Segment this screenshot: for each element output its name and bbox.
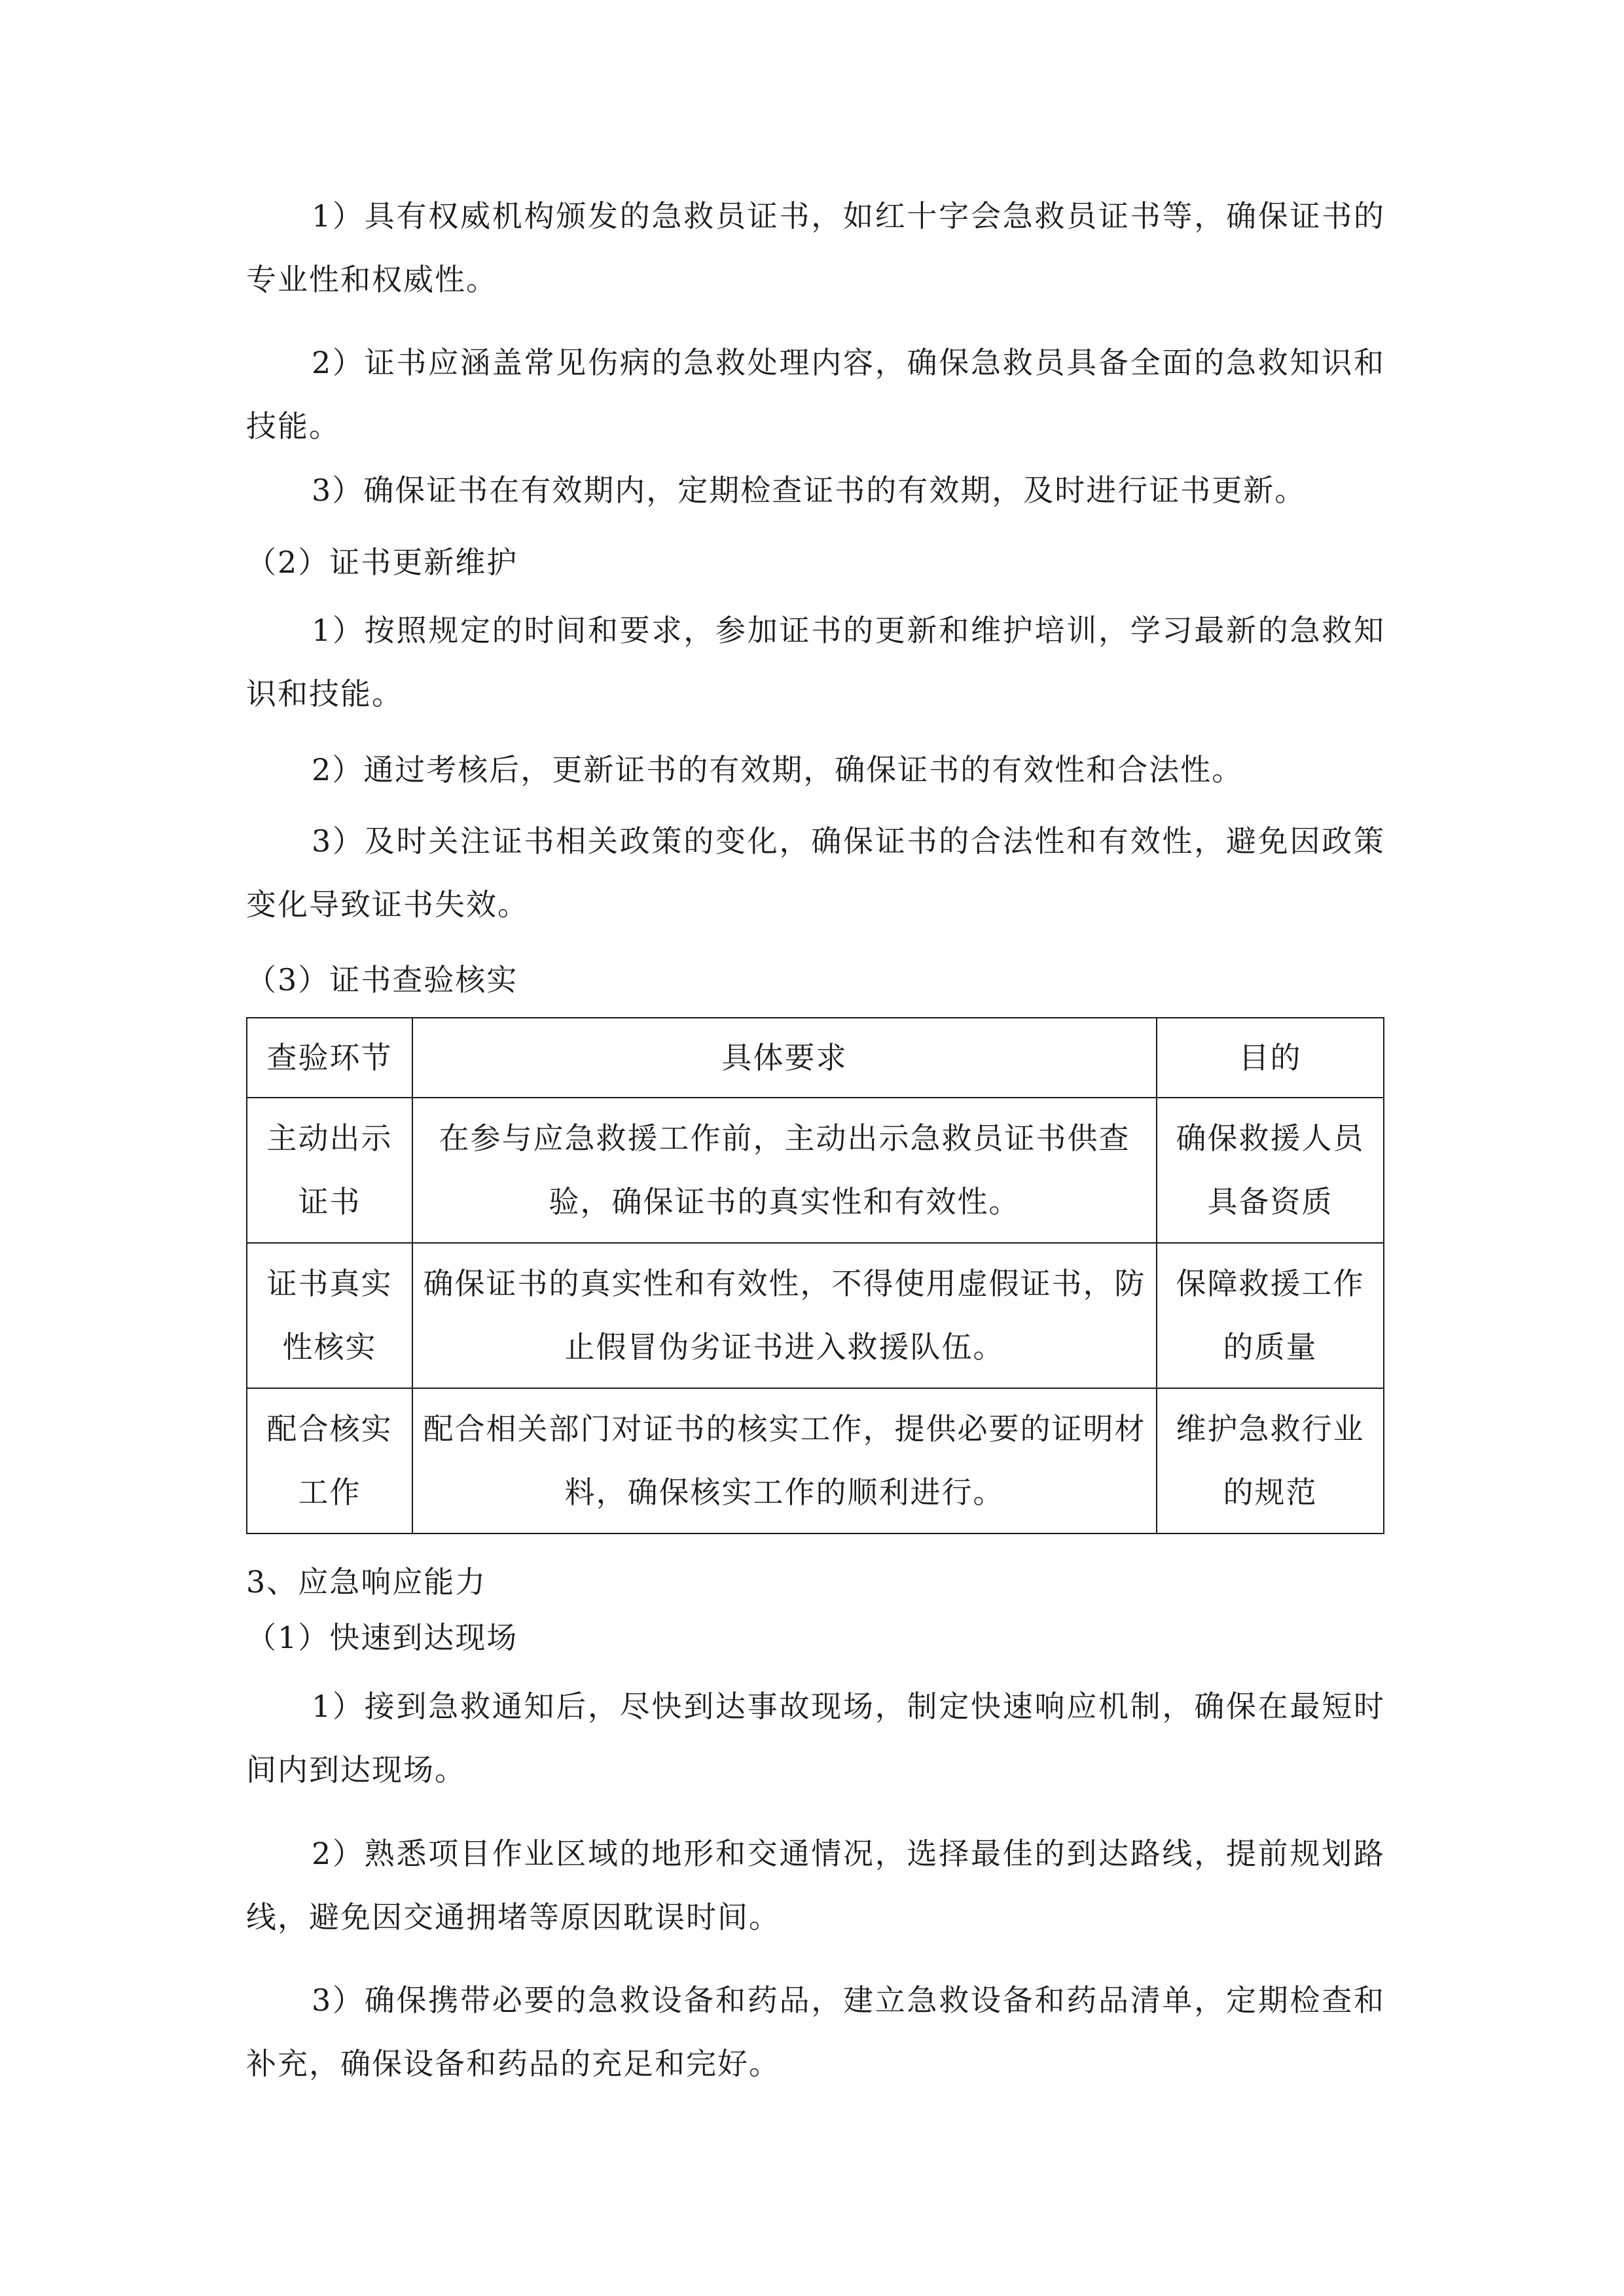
paragraph: 1）接到急救通知后，尽快到达事故现场，制定快速响应机制，确保在最短时间内到达现场。 <box>246 1689 1385 1787</box>
table-header-cell: 查验环节 <box>247 1018 412 1098</box>
table-cell: 确保证书的真实性和有效性，不得使用虚假证书，防止假冒伪劣证书进入救援队伍。 <box>412 1243 1157 1388</box>
table-header-cell: 具体要求 <box>412 1018 1157 1098</box>
paragraph: 3）确保证书在有效期内，定期检查证书的有效期，及时进行证书更新。 <box>312 473 1307 508</box>
paragraph: 2）通过考核后，更新证书的有效期，确保证书的有效性和合法性。 <box>312 752 1244 787</box>
table-row <box>247 1388 1384 1534</box>
table-row <box>247 1243 1384 1388</box>
table-cell: 配合相关部门对证书的核实工作，提供必要的证明材料，确保核实工作的顺利进行。 <box>412 1388 1157 1534</box>
paragraph: 2）证书应涵盖常见伤病的急救处理内容，确保急救员具备全面的急救知识和技能。 <box>246 345 1385 444</box>
section-heading: （1）快速到达现场 <box>246 1620 518 1655</box>
paragraph: 2）熟悉项目作业区域的地形和交通情况，选择最佳的到达路线，提前规划路线，避免因交通拥堵等原因耽误时间。 <box>246 1836 1385 1935</box>
table-row <box>247 1098 1384 1243</box>
table-cell: 配合核实工作 <box>247 1388 412 1534</box>
table-header-cell: 目的 <box>1157 1018 1384 1098</box>
table-cell: 证书真实性核实 <box>247 1243 412 1388</box>
chapter-heading: 3、应急响应能力 <box>246 1564 487 1600</box>
paragraph: 1）具有权威机构颁发的急救员证书，如红十字会急救员证书等，确保证书的专业性和权威性。 <box>246 198 1385 297</box>
table-cell: 维护急救行业的规范 <box>1157 1388 1384 1534</box>
section-heading: （3）证书查验核实 <box>246 962 518 997</box>
table-cell: 在参与应急救援工作前，主动出示急救员证书供查验，确保证书的真实性和有效性。 <box>412 1098 1157 1243</box>
paragraph: 3）确保携带必要的急救设备和药品，建立急救设备和药品清单，定期检查和补充，确保设备和药品的充足和完好。 <box>246 1982 1385 2081</box>
table-cell: 保障救援工作的质量 <box>1157 1243 1384 1388</box>
section-heading: （2）证书更新维护 <box>246 545 518 580</box>
table-cell: 确保救援人员具备资质 <box>1157 1098 1384 1243</box>
table-cell: 主动出示证书 <box>247 1098 412 1243</box>
paragraph: 3）及时关注证书相关政策的变化，确保证书的合法性和有效性，避免因政策变化导致证书失效。 <box>246 823 1385 922</box>
paragraph: 1）按照规定的时间和要求，参加证书的更新和维护培训，学习最新的急救知识和技能。 <box>246 613 1385 711</box>
table-header-row <box>247 1018 1384 1098</box>
verification-table <box>246 1017 1384 1534</box>
